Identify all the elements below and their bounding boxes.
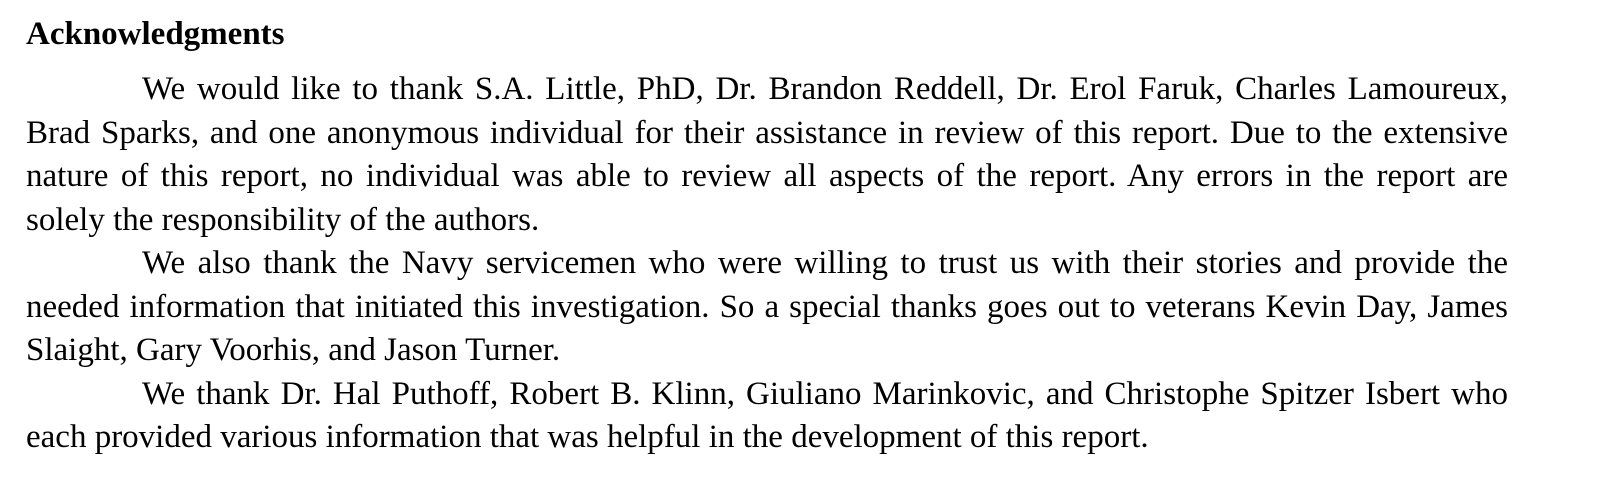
acknowledgment-paragraph-reviewers: We would like to thank S.A. Little, PhD, Dr. Brandon Reddell, Dr. Erol Faruk, Charles Lamoureux, Brad Sparks, and one anonymous individual for their assistance in review of this report. Due to the extensive nature of this report, no individual was able to review all aspects of the report. Any errors in the report are solely the responsibility of the authors. (26, 71, 1508, 238)
acknowledgment-paragraph-contributors: We thank Dr. Hal Puthoff, Robert B. Klinn, Giuliano Marinkovic, and Christophe Spitzer Isbert who each provided various information that was helpful in the development of this report. (26, 375, 1508, 455)
acknowledgment-paragraph-servicemen: We also thank the Navy servicemen who were willing to trust us with their stories and provide the needed information that initiated this investigation. So a special thanks goes out to veterans Kevin Day, James Slaight, Gary Voorhis, and Jason Turner. (26, 245, 1508, 368)
section-heading: Acknowledgments (26, 16, 285, 52)
document-page (26, 0, 1508, 460)
